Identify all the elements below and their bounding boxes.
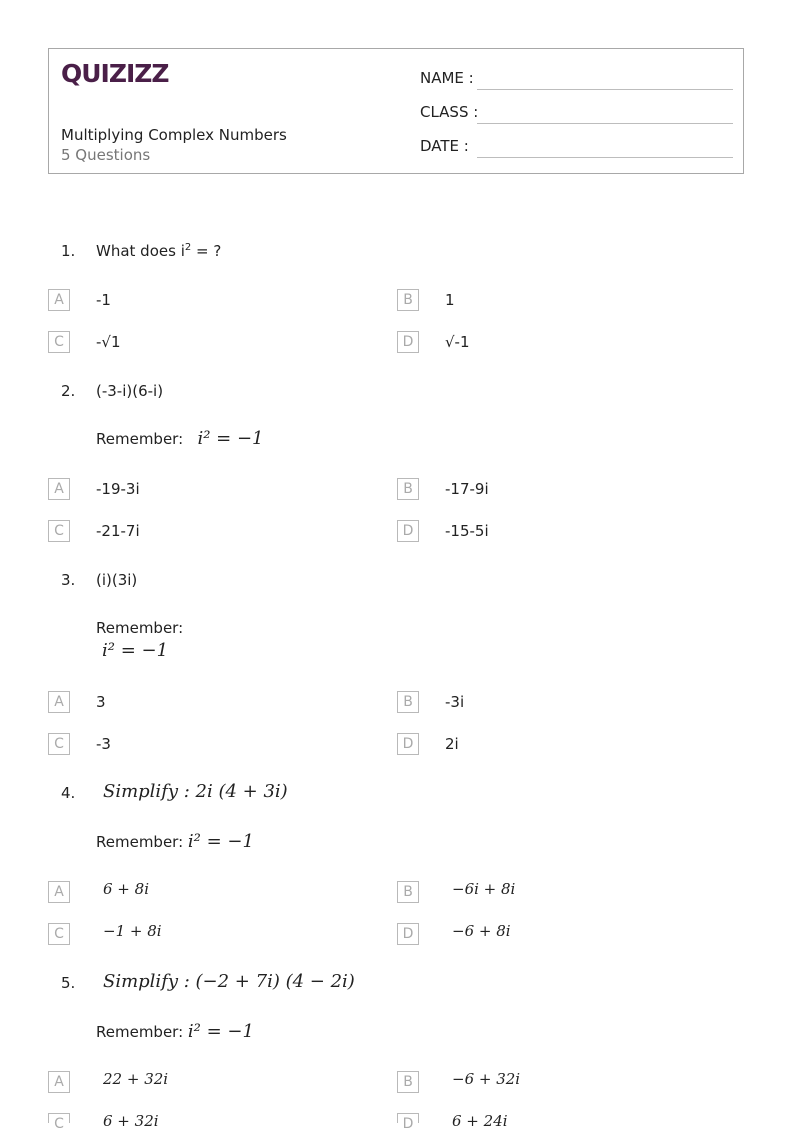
question-number: 1.: [61, 242, 76, 260]
remember-math: i² = −1: [187, 831, 254, 852]
option-c-text: −1 + 8i: [103, 922, 162, 940]
option-d-box[interactable]: D: [397, 520, 419, 542]
option-c-box[interactable]: C: [48, 733, 70, 755]
quizizz-logo: QUIZIZZ: [61, 59, 169, 88]
question-text-sup: 2: [184, 242, 192, 253]
worksheet-title: Multiplying Complex Numbers: [61, 126, 287, 144]
option-a-text: -19-3i: [96, 480, 140, 498]
remember-note: [96, 428, 264, 449]
question-text: Simplify : (−2 + 7i) (4 − 2i): [103, 971, 355, 992]
option-a-box[interactable]: A: [48, 691, 70, 713]
option-c-box[interactable]: C: [48, 520, 70, 542]
class-label: CLASS :: [420, 103, 479, 121]
option-c-text: 6 + 32i: [103, 1112, 159, 1130]
option-b-text: 1: [445, 291, 455, 309]
option-b-text: -17-9i: [445, 480, 489, 498]
remember-note: [96, 1021, 254, 1042]
option-d-text: 2i: [445, 735, 459, 753]
name-field[interactable]: [477, 89, 733, 90]
date-field[interactable]: [477, 157, 733, 158]
option-b-box[interactable]: B: [397, 881, 419, 903]
question-text: (i)(3i): [96, 571, 138, 589]
option-b-text: −6i + 8i: [452, 880, 516, 898]
class-field[interactable]: [477, 123, 733, 124]
remember-label: Remember:: [96, 619, 184, 637]
question-count: 5 Questions: [61, 146, 151, 164]
option-b-text: -3i: [445, 693, 465, 711]
name-label: NAME :: [420, 69, 474, 87]
option-a-box[interactable]: A: [48, 881, 70, 903]
question-number: 3.: [61, 571, 76, 589]
option-a-box[interactable]: A: [48, 1071, 70, 1093]
option-d-text: √-1: [445, 333, 470, 351]
option-b-box[interactable]: B: [397, 478, 419, 500]
remember-note: [96, 831, 254, 852]
option-b-box[interactable]: B: [397, 289, 419, 311]
worksheet-header: [48, 48, 744, 174]
option-c-text: -√1: [96, 333, 121, 351]
option-a-box[interactable]: A: [48, 478, 70, 500]
option-b-text: −6 + 32i: [452, 1070, 521, 1088]
option-c-text: -3: [96, 735, 111, 753]
question-number: 5.: [61, 974, 76, 992]
option-d-box[interactable]: D: [397, 331, 419, 353]
remember-math: i² = −1: [197, 428, 264, 449]
remember-math: i² = −1: [187, 1021, 254, 1042]
question-number: 4.: [61, 784, 76, 802]
remember-math: i² = −1: [102, 640, 169, 661]
option-a-text: 22 + 32i: [103, 1070, 169, 1088]
option-a-text: 6 + 8i: [103, 880, 149, 898]
option-b-box[interactable]: B: [397, 1071, 419, 1093]
option-d-box[interactable]: D: [397, 1113, 419, 1123]
option-c-box[interactable]: C: [48, 923, 70, 945]
option-c-box[interactable]: C: [48, 331, 70, 353]
question-text: Simplify : 2i (4 + 3i): [103, 781, 288, 802]
option-a-box[interactable]: A: [48, 289, 70, 311]
option-d-box[interactable]: D: [397, 923, 419, 945]
option-d-box[interactable]: D: [397, 733, 419, 755]
option-b-box[interactable]: B: [397, 691, 419, 713]
remember-label: Remember:: [96, 833, 184, 851]
question-text: (-3-i)(6-i): [96, 382, 164, 400]
question-text-prefix: What does i: [96, 242, 185, 260]
option-c-text: -21-7i: [96, 522, 140, 540]
question-number: 2.: [61, 382, 76, 400]
option-d-text: -15-5i: [445, 522, 489, 540]
date-label: DATE :: [420, 137, 469, 155]
remember-label: Remember:: [96, 1023, 184, 1041]
question-text: [96, 242, 221, 260]
option-a-text: -1: [96, 291, 111, 309]
option-a-text: 3: [96, 693, 106, 711]
option-d-text: −6 + 8i: [452, 922, 511, 940]
question-text-suffix: = ?: [191, 242, 222, 260]
option-c-box[interactable]: C: [48, 1113, 70, 1123]
remember-label: Remember:: [96, 430, 184, 448]
option-d-text: 6 + 24i: [452, 1112, 508, 1130]
